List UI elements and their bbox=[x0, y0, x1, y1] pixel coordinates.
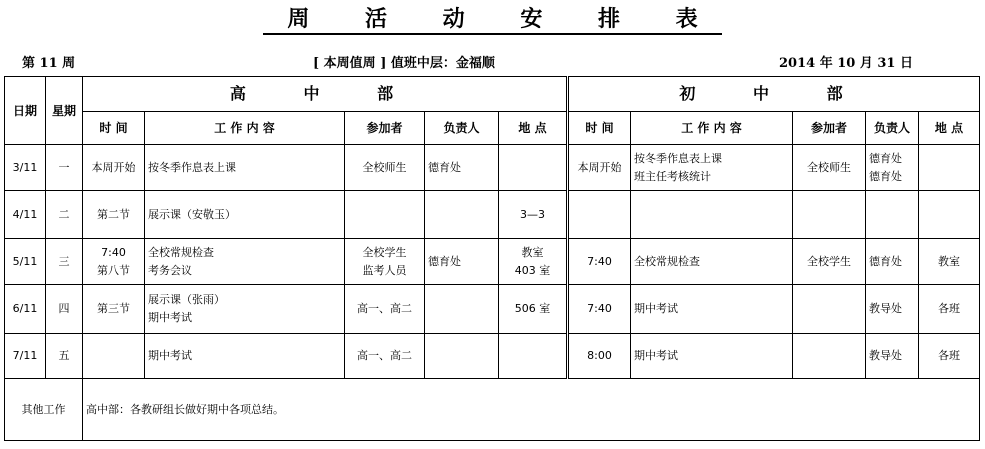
col-time: 时 间 bbox=[568, 112, 631, 145]
cell-content bbox=[145, 285, 345, 334]
cell-text: 教导处 bbox=[869, 349, 902, 362]
cell-time bbox=[568, 334, 631, 379]
cell-text: 监考人员 bbox=[362, 263, 407, 277]
cell-text: 按冬季作息表上课 bbox=[634, 151, 722, 165]
cell-place bbox=[499, 145, 568, 191]
cell-place bbox=[499, 191, 568, 239]
cell-place bbox=[919, 191, 980, 239]
cell-text: 考务会议 bbox=[148, 263, 192, 277]
cell-text: 德育处 bbox=[428, 160, 461, 174]
cell-content bbox=[145, 239, 345, 285]
cell-text: 403 室 bbox=[514, 263, 551, 277]
col-owner: 负责人 bbox=[866, 112, 919, 145]
cell-content bbox=[631, 239, 793, 285]
cell-owner bbox=[866, 285, 919, 334]
col-owner: 负责人 bbox=[425, 112, 499, 145]
col-place: 地 点 bbox=[919, 112, 980, 145]
cell-place bbox=[499, 334, 568, 379]
table-row bbox=[5, 334, 980, 379]
cell-owner bbox=[425, 191, 499, 239]
cell-text: 3—3 bbox=[520, 207, 545, 221]
duty-officer: [ 本周值周 ] 值班中层：金福顺 bbox=[313, 56, 495, 71]
other-work-label: 其他工作 bbox=[5, 379, 83, 441]
row-date: 3/11 bbox=[5, 145, 46, 191]
cell-participants bbox=[793, 285, 866, 334]
schedule-table bbox=[4, 76, 980, 441]
cell-time bbox=[568, 285, 631, 334]
cell-content bbox=[631, 145, 793, 191]
col-weekday: 星期 bbox=[46, 77, 83, 145]
cell-text: 本周开始 bbox=[577, 160, 622, 174]
cell-text: 教导处 bbox=[869, 302, 902, 315]
row-date: 6/11 bbox=[5, 285, 46, 334]
cell-text: 期中考试 bbox=[634, 302, 678, 315]
cell-text: 全校师生 bbox=[807, 160, 851, 174]
cell-content bbox=[145, 191, 345, 239]
page-title: 周 活 动 安 排 表 bbox=[0, 2, 985, 33]
cell-owner bbox=[425, 145, 499, 191]
cell-time bbox=[83, 145, 145, 191]
table-row bbox=[5, 191, 980, 239]
cell-participants bbox=[345, 145, 425, 191]
section-high-school: 高 中 部 bbox=[83, 77, 568, 112]
cell-owner bbox=[425, 334, 499, 379]
week-number: 第 11 周 bbox=[22, 56, 76, 71]
cell-text: 德育处 bbox=[869, 151, 902, 165]
cell-content bbox=[631, 191, 793, 239]
cell-place bbox=[499, 239, 568, 285]
cell-text: 8:00 bbox=[587, 349, 612, 362]
section-junior-school: 初 中 部 bbox=[568, 77, 980, 112]
cell-participants bbox=[793, 334, 866, 379]
cell-text: 德育处 bbox=[869, 254, 902, 268]
cell-owner bbox=[425, 239, 499, 285]
cell-text: 教室 bbox=[938, 254, 960, 268]
cell-content bbox=[631, 285, 793, 334]
col-participants: 参加者 bbox=[793, 112, 866, 145]
col-date: 日期 bbox=[5, 77, 46, 145]
cell-text: 全校学生 bbox=[362, 245, 407, 259]
cell-time bbox=[83, 191, 145, 239]
col-content: 工 作 内 容 bbox=[631, 112, 793, 145]
table-row bbox=[5, 145, 980, 191]
cell-text: 本周开始 bbox=[91, 160, 136, 174]
table-row bbox=[5, 285, 980, 334]
cell-text: 高一、高二 bbox=[357, 349, 412, 362]
cell-text: 全校师生 bbox=[362, 160, 407, 174]
cell-owner bbox=[866, 145, 919, 191]
cell-text: 班主任考核统计 bbox=[634, 169, 711, 183]
cell-place bbox=[919, 239, 980, 285]
row-date: 7/11 bbox=[5, 334, 46, 379]
cell-time bbox=[83, 239, 145, 285]
cell-text: 期中考试 bbox=[148, 311, 192, 324]
cell-text: 德育处 bbox=[428, 254, 461, 268]
col-participants: 参加者 bbox=[345, 112, 425, 145]
cell-participants bbox=[793, 191, 866, 239]
cell-text: 第二节 bbox=[97, 207, 130, 221]
cell-place bbox=[919, 285, 980, 334]
cell-content bbox=[631, 334, 793, 379]
cell-owner bbox=[866, 334, 919, 379]
cell-text: 全校学生 bbox=[807, 254, 851, 268]
cell-text: 按冬季作息表上课 bbox=[148, 160, 236, 174]
cell-text: 7:40 bbox=[587, 254, 612, 268]
row-date: 5/11 bbox=[5, 239, 46, 285]
col-place: 地 点 bbox=[499, 112, 568, 145]
cell-text: 德育处 bbox=[869, 169, 902, 183]
row-weekday: 四 bbox=[46, 285, 83, 334]
col-content: 工 作 内 容 bbox=[145, 112, 345, 145]
cell-content bbox=[145, 145, 345, 191]
cell-time bbox=[83, 334, 145, 379]
row-weekday: 三 bbox=[46, 239, 83, 285]
cell-text: 506 室 bbox=[514, 302, 551, 315]
table-row bbox=[5, 239, 980, 285]
cell-text: 全校常规检查 bbox=[148, 245, 214, 259]
cell-time bbox=[83, 285, 145, 334]
row-weekday: 二 bbox=[46, 191, 83, 239]
cell-owner bbox=[425, 285, 499, 334]
cell-text: 期中考试 bbox=[148, 349, 192, 362]
cell-text: 展示课（张雨） bbox=[148, 293, 225, 306]
cell-text: 高一、高二 bbox=[357, 302, 412, 315]
cell-participants bbox=[793, 145, 866, 191]
cell-text: 7:40 bbox=[587, 302, 612, 315]
cell-place bbox=[919, 334, 980, 379]
cell-content bbox=[145, 334, 345, 379]
cell-text: 7:40 bbox=[101, 245, 126, 259]
cell-place bbox=[919, 145, 980, 191]
cell-participants bbox=[345, 334, 425, 379]
cell-place bbox=[499, 285, 568, 334]
cell-participants bbox=[345, 239, 425, 285]
row-weekday: 五 bbox=[46, 334, 83, 379]
cell-text: 期中考试 bbox=[634, 349, 678, 362]
cell-time bbox=[568, 145, 631, 191]
cell-text: 第三节 bbox=[97, 302, 130, 315]
cell-time bbox=[568, 239, 631, 285]
cell-participants bbox=[345, 285, 425, 334]
cell-text: 各班 bbox=[938, 349, 960, 362]
document-date: 2014 年 10 月 31 日 bbox=[779, 56, 913, 71]
cell-participants bbox=[345, 191, 425, 239]
cell-participants bbox=[793, 239, 866, 285]
cell-text: 教室 bbox=[521, 245, 544, 259]
cell-text: 第八节 bbox=[97, 263, 130, 277]
cell-time bbox=[568, 191, 631, 239]
cell-text: 展示课（安敬玉） bbox=[148, 207, 236, 221]
col-time: 时 间 bbox=[83, 112, 145, 145]
row-date: 4/11 bbox=[5, 191, 46, 239]
cell-text: 全校常规检查 bbox=[634, 254, 700, 268]
cell-owner bbox=[866, 191, 919, 239]
cell-owner bbox=[866, 239, 919, 285]
cell-text: 各班 bbox=[938, 302, 960, 315]
other-work-text: 高中部：各教研组长做好期中各项总结。 bbox=[83, 379, 980, 441]
row-weekday: 一 bbox=[46, 145, 83, 191]
